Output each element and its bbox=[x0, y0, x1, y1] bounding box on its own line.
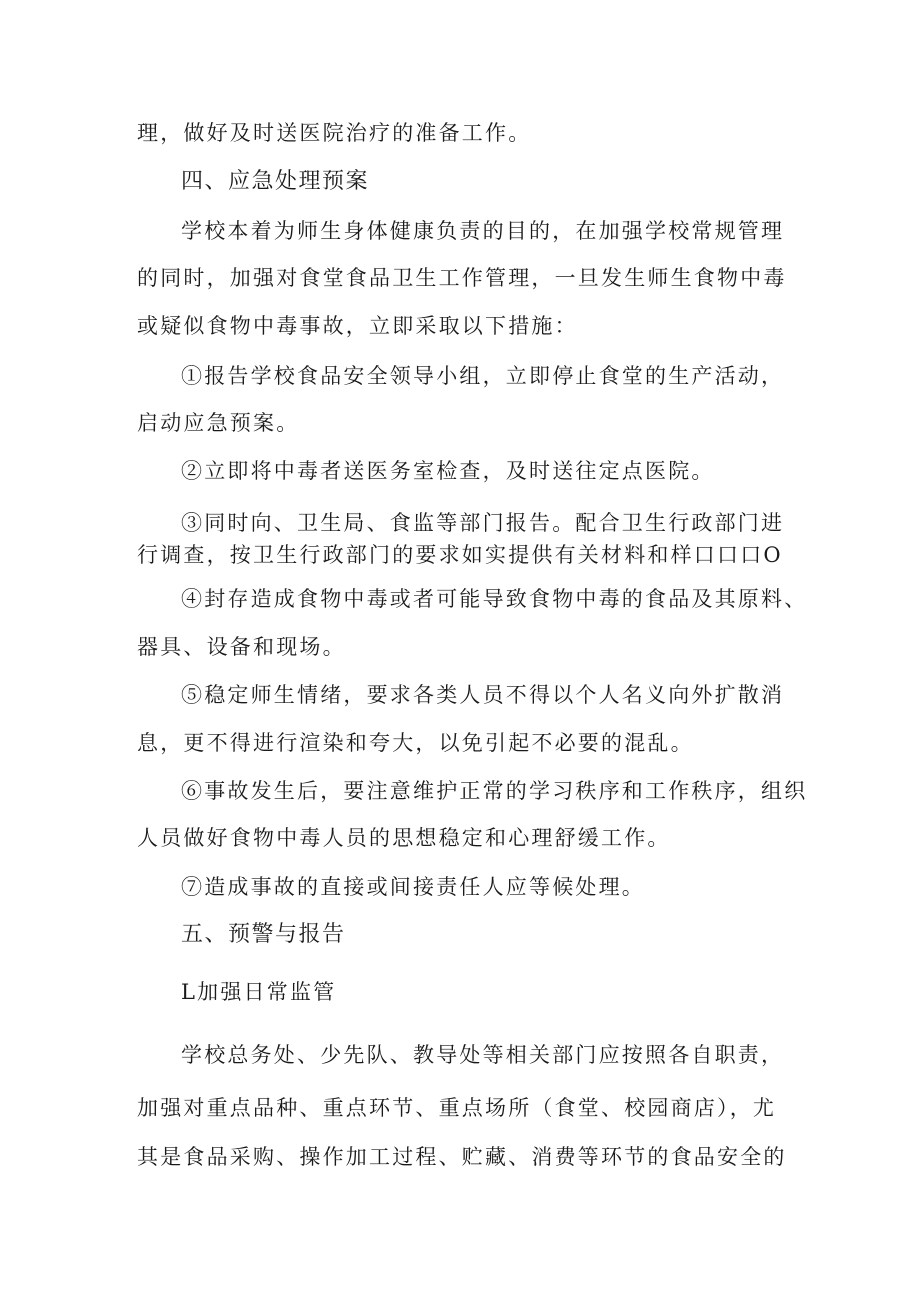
list-item-7: ⑦造成事故的直接或间接责任人应等候处理。 bbox=[181, 875, 645, 899]
section-heading-warning-report: 五、预警与报告 bbox=[181, 922, 346, 947]
list-item-1-cont: 启动应急预案。 bbox=[137, 411, 300, 435]
list-item-6-cont: 人员做好食物中毒人员的思想稳定和心理舒缓工作。 bbox=[137, 826, 671, 850]
list-item-3-cont: 行调查，按卫生行政部门的要求如实提供有关材料和样口口口O bbox=[137, 543, 783, 567]
list-item-4: ④封存造成食物中毒或者可能导致食物中毒的食品及其原料、 bbox=[181, 587, 808, 611]
list-item-5: ⑤稳定师生情绪，要求各类人员不得以个人名义向外扩散消 bbox=[181, 683, 785, 707]
body-line: 学校总务处、少先队、教导处等相关部门应按照各自职责， bbox=[181, 1043, 785, 1067]
list-item-3: ③同时向、卫生局、食监等部门报告。配合卫生行政部门进 bbox=[181, 511, 785, 535]
body-line: 或疑似食物中毒事故，立即采取以下措施： bbox=[137, 314, 578, 338]
list-item-4-cont: 器具、设备和现场。 bbox=[137, 635, 346, 659]
body-line: 加强对重点品种、重点环节、重点场所（食堂、校园商店），尤 bbox=[137, 1096, 777, 1120]
list-item-2: ②立即将中毒者送医务室检查，及时送往定点医院。 bbox=[181, 459, 715, 483]
section-heading-emergency-plan: 四、应急处理预案 bbox=[181, 169, 370, 194]
sub-heading-daily-supervision: L加强日常监管 bbox=[181, 980, 337, 1004]
body-line: 学校本着为师生身体健康负责的目的，在加强学校常规管理 bbox=[181, 219, 785, 243]
list-item-1: ①报告学校食品安全领导小组，立即停止食堂的生产活动， bbox=[181, 364, 785, 388]
list-item-5-cont: 息，更不得进行渲染和夸大，以免引起不必要的混乱。 bbox=[137, 731, 694, 755]
body-line: 的同时，加强对食堂食品卫生工作管理，一旦发生师生食物中毒 bbox=[137, 266, 787, 290]
body-line: 理，做好及时送医院治疗的准备工作。 bbox=[137, 121, 532, 145]
body-line: 其是食品采购、操作加工过程、贮藏、消费等环节的食品安全的 bbox=[137, 1145, 787, 1169]
list-item-6: ⑥事故发生后，要注意维护正常的学习秩序和工作秩序，组织 bbox=[181, 779, 808, 803]
